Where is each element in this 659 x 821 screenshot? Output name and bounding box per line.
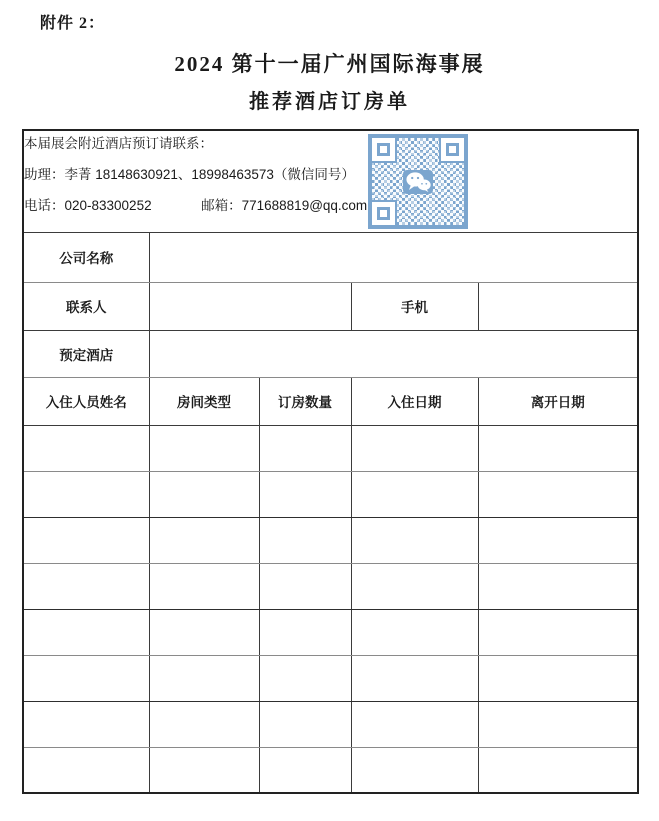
column-header-room-count: 订房数量 [259,377,351,425]
empty-cell [478,609,638,655]
empty-cell [259,425,351,471]
empty-cell [351,609,478,655]
contact-info-row [23,130,638,232]
booking-table [22,129,639,794]
empty-cell [478,517,638,563]
empty-cell [351,563,478,609]
empty-cell [259,655,351,701]
empty-cell [23,425,149,471]
empty-cell [478,747,638,793]
table-row [23,609,638,655]
empty-cell [23,655,149,701]
qr-finder-pattern [372,202,395,225]
form-title: 推荐酒店订房单 [249,91,410,113]
contact-email: 邮箱：771688819@qq.com [201,197,368,213]
empty-cell [149,425,259,471]
empty-cell [23,701,149,747]
empty-cell [351,655,478,701]
empty-cell [23,471,149,517]
column-header-row [23,377,638,425]
table-row [23,747,638,793]
hotel-value-cell [149,330,638,377]
qr-finder-pattern [372,138,395,161]
column-header-guest-name: 入住人员姓名 [23,377,149,425]
column-header-room-type: 房间类型 [149,377,259,425]
contact-person-row [23,282,638,330]
empty-cell [478,563,638,609]
mobile-label: 手机 [351,282,478,330]
mobile-value-cell [478,282,638,330]
company-name-label: 公司名称 [23,232,149,282]
column-header-checkin-date: 入住日期 [351,377,478,425]
company-row [23,232,638,282]
contact-line-1: 本届展会附近酒店预订请联系： [24,135,213,151]
empty-cell [23,517,149,563]
empty-cell [23,563,149,609]
empty-cell [149,655,259,701]
empty-cell [351,701,478,747]
hotel-label: 预定酒店 [23,330,149,377]
contact-line-2: 助理：李菁 18148630921、18998463573（微信同号） [24,166,355,182]
empty-cell [23,747,149,793]
empty-cell [351,517,478,563]
empty-cell [259,517,351,563]
empty-cell [149,471,259,517]
company-name-value-cell [149,232,638,282]
hotel-row [23,330,638,377]
empty-cell [259,701,351,747]
empty-cell [259,747,351,793]
table-row [23,471,638,517]
table-row [23,655,638,701]
empty-cell [149,701,259,747]
contact-info-cell [23,130,638,232]
contact-person-value-cell [149,282,351,330]
wechat-icon [403,170,433,194]
empty-cell [259,563,351,609]
empty-cell [23,609,149,655]
empty-cell [149,609,259,655]
empty-cell [478,655,638,701]
contact-line-3 [24,197,637,214]
table-row [23,517,638,563]
empty-cell [478,701,638,747]
empty-cell [478,425,638,471]
table-row [23,701,638,747]
empty-cell [351,471,478,517]
empty-cell [259,471,351,517]
table-row [23,425,638,471]
empty-cell [351,747,478,793]
attachment-note: 附件 2： [40,15,106,32]
contact-phone: 电话：020-83300252 [24,197,152,213]
wechat-qr-code [368,134,468,229]
blank-rows [23,425,638,793]
exhibition-title: 2024 第十一届广州国际海事展 [174,52,485,76]
empty-cell [259,609,351,655]
empty-cell [149,517,259,563]
column-header-checkout-date: 离开日期 [478,377,638,425]
empty-cell [149,563,259,609]
empty-cell [478,471,638,517]
contact-person-label: 联系人 [23,282,149,330]
qr-finder-pattern [441,138,464,161]
empty-cell [351,425,478,471]
empty-cell [149,747,259,793]
table-row [23,563,638,609]
